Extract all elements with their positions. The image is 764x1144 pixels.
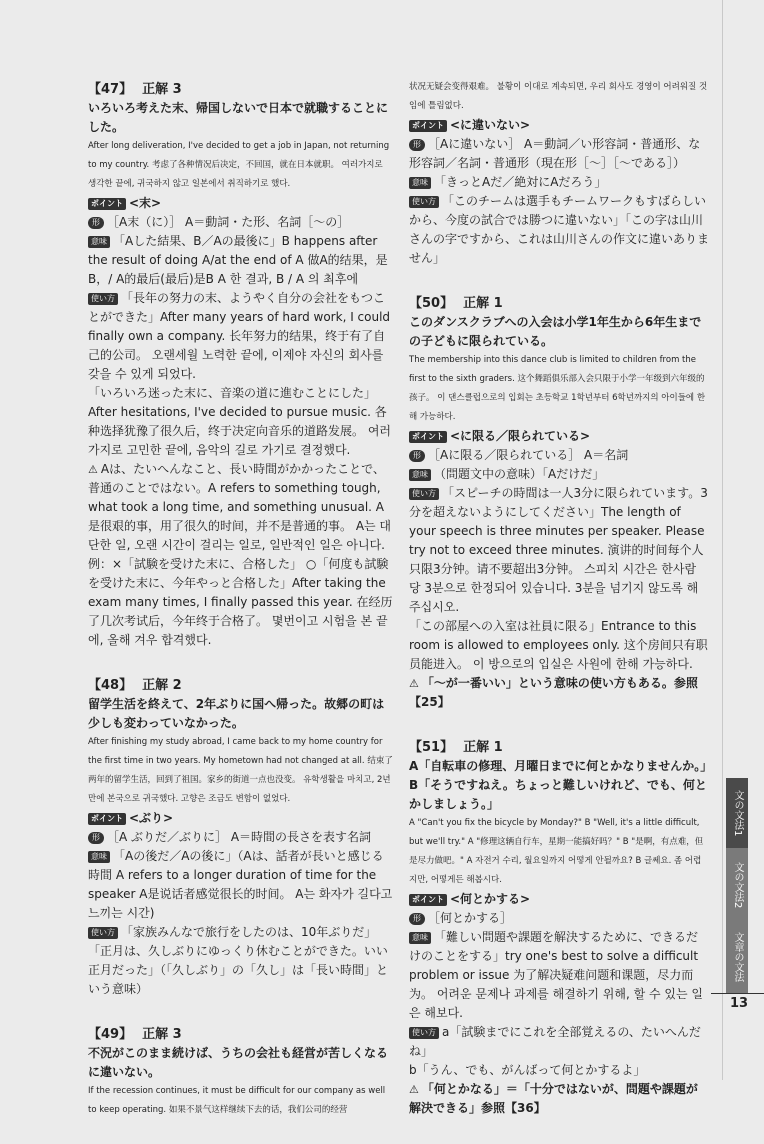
meaning-badge: 意味 — [409, 469, 431, 481]
form-badge: 形 — [409, 450, 425, 462]
entry-50 — [409, 292, 709, 712]
meaning-text: 「難しい問題や課題を解決するために、できるだけのことをする」try one's best to solve a difficult problem or issue 为了解决疑难问题和课题，尽力而为。 어려운 문제나 과제를 해결하기 위해, 할 수 있는 일은 해보다. — [409, 930, 703, 1020]
point-badge: ポイント — [88, 813, 126, 825]
meaning-badge: 意味 — [88, 236, 110, 248]
chapter-index-tabs — [726, 778, 748, 993]
usage-badge: 使い方 — [409, 1027, 439, 1039]
example-text: 例：×「試験を受けた末に、合格した」 ○「何度も試験を受けた末に、今年やっと合格した」After taking the exam many times, I finally passed this year. 在经历了几次考试后，今年终于合格了。 몇번이고 시험을 본 끝에, 올해 겨우 합격했다. — [88, 557, 393, 647]
dialogue-line-a: A「自転車の修理、月曜日までに何とかなりませんか。」 — [409, 759, 713, 773]
entry-number: 【48】 — [88, 678, 133, 693]
grammar-point: <に限る／限られている> — [450, 429, 591, 443]
page-number: 13 — [730, 996, 749, 1011]
usage-example: 「スピーチの時間は一人3分に限られています。3分を超えないようにしてください」The length of your speech is three minutes per speaker. Please try not to exceed three minutes. 演讲的时间每个人只限3分钟。请不要超出3分钟。 스피치 시간은 한사람 당 3분으로 한정되어 있습니다. 3분을 넘기지 않도록 해주십시오. — [409, 486, 708, 614]
usage-example: 「長年の努力の末、ようやく自分の会社をもつことができた」After many years of hard work, I could finally own a company. 长年努力的结果，终于有了自己的公司。 오랜세월 노력한 끝에, 이제야 자신의 회사를 갖을 수 있게 되었다. — [88, 291, 391, 381]
translation: The membership into this dance club is limited to children from the first to the sixth graders. 这个舞蹈俱乐部入会只限于小学一年级到六年级的孩子。 이 댄스클럽으로의 입회는 초등학교 1학년부터 6학년까지의 아이들에 한해 가능하다. — [409, 355, 706, 422]
entry-number: 【50】 — [409, 296, 454, 311]
translation: A "Can't you fix the bicycle by Monday?" B "Well, it's a little difficult, but we'll try." A "修理这辆自行车，星期一能搞好吗？" B "是啊，有点难，但是尽力做吧。" A 자전거 수리, 월요일까지 어떻게 안될까요? B 글쎄요. 좀 어렵지만, 어떻게든 해봅시다. — [409, 818, 704, 885]
point-badge: ポイント — [409, 894, 447, 906]
question-sentence: 不況がこのまま続けば、うちの会社も経営が苦しくなるに違いない。 — [88, 1046, 389, 1079]
translation-continued: 状况无疑会变得艰难。 불황이 이대로 계속되면, 우리 회사도 경영이 어려워질 것임에 틀림없다. — [409, 82, 708, 111]
note-text: 「～が一番いい」という意味の使い方もある。参照【25】 — [409, 676, 698, 709]
tab-grammar-2: 文の文法2 — [732, 861, 743, 909]
correct-answer: 正解 2 — [142, 678, 182, 693]
meaning-text: （問題文中の意味）「Aだけだ」 — [434, 467, 605, 481]
question-sentence: 留学生活を終えて、2年ぶりに国へ帰った。故郷の町は少しも変わっていなかった。 — [88, 697, 385, 730]
translation: After finishing my study abroad, I came back to my home country for the first time in two years. My hometown had not changed at all. 结束了两年的留学生活，回到了祖国。家乡的街道一点也没变。 유학생활을 마치고, 2년만에 본국으로 귀국했다. 고향은 조금도 변함이 없었다. — [88, 737, 393, 804]
point-badge: ポイント — [88, 198, 126, 210]
form-text: ［Aに違いない］ A＝動詞／い形容詞・普通形、な形容詞／名詞・普通形（現在形［～］［～である］） — [409, 137, 701, 170]
usage-badge: 使い方 — [88, 293, 118, 305]
entry-number: 【51】 — [409, 740, 454, 755]
meaning-badge: 意味 — [409, 177, 431, 189]
page-edge-line — [722, 0, 723, 1080]
tab-text-grammar: 文章の文法 — [732, 932, 743, 982]
entry-51 — [409, 736, 713, 1118]
usage-example: 「家族みんなで旅行をしたのは、10年ぶりだ」「正月は、久しぶりにゆっくり休むことができた。いい正月だった」（「久しぶり」の「久し」は「長い時間」という意味） — [88, 925, 389, 996]
meaning-text: 「Aした結果、B／Aの最後に」B happens after the result of doing A/at the end of A 做A的结果，是B，/ A的最后(最后)是B A 한 결과, B / A 의 최후에 — [88, 234, 388, 286]
point-badge: ポイント — [409, 120, 447, 132]
dialogue-line-b: B「そうですねえ。ちょっと難しいけれど、でも、何とかしましょう。」 — [409, 778, 707, 811]
correct-answer: 正解 3 — [142, 82, 182, 97]
tab-grammar-1: 文の文法1 — [726, 778, 748, 848]
form-badge: 形 — [409, 139, 425, 151]
warning-icon: ⚠ — [409, 1083, 419, 1096]
entry-49 — [88, 1023, 393, 1120]
form-text: ［A末（に）］ A＝動詞・た形、名詞［～の］ — [107, 215, 350, 229]
point-badge: ポイント — [409, 431, 447, 443]
right-column — [409, 78, 713, 1142]
left-column — [88, 78, 393, 1144]
entry-number: 【47】 — [88, 82, 133, 97]
translation: After long deliveration, I've decided to get a job in Japan, not returning to my country. 考虑了各种情况后决定，不回国，就在日本就职。 여러가지로 생각한 끝에, 귀국하지 않고 일본에서 취직하기로 했다. — [88, 141, 390, 189]
note-text: 「何とかなる」＝「十分ではないが、問題や課題が解決できる」参照【36】 — [409, 1082, 698, 1115]
form-badge: 形 — [409, 913, 425, 925]
meaning-badge: 意味 — [409, 932, 431, 944]
page-number-rule — [711, 993, 764, 994]
form-text: ［A ぶりだ／ぶりに］ A＝時間の長さを表す名詞 — [107, 830, 372, 844]
meaning-badge: 意味 — [88, 851, 110, 863]
correct-answer: 正解 1 — [463, 740, 503, 755]
entry-48 — [88, 674, 393, 999]
grammar-point: <ぶり> — [129, 811, 174, 825]
entry-number: 【49】 — [88, 1027, 133, 1042]
question-sentence: いろいろ考えた末、帰国しないで日本で就職することにした。 — [88, 101, 389, 134]
warning-icon: ⚠ — [88, 463, 98, 476]
usage-example: 「このチームは選手もチームワークもすばらしいから、今度の試合では勝つに違いない」「この字は山川さんの字ですから、これは山川さんの作文に違いありません」 — [409, 194, 710, 265]
form-badge: 形 — [88, 217, 104, 229]
grammar-point: <に違いない> — [450, 118, 531, 132]
form-text: ［Aに限る／限られている］ A＝名詞 — [428, 448, 629, 462]
grammar-point: <末> — [129, 196, 162, 210]
meaning-text: 「Aの後だ／Aの後に」（Aは、話者が長いと感じる時間 A refers to a longer duration of time for the speaker A是说话者感觉很长的时间。 A는 화자가 길다고 느끼는 시간) — [88, 849, 393, 920]
usage-example: b「うん、でも、がんばって何とかするよ」 — [409, 1063, 646, 1077]
form-text: ［何とかする］ — [428, 911, 513, 925]
question-sentence: このダンスクラブへの入会は小学1年生から6年生までの子どもに限られている。 — [409, 315, 702, 348]
warning-icon: ⚠ — [409, 677, 419, 690]
correct-answer: 正解 1 — [463, 296, 503, 311]
entry-49-continued — [409, 78, 709, 268]
meaning-text: 「きっとAだ／絶対にAだろう」 — [434, 175, 607, 189]
usage-example: a「試験までにこれを全部覚えるの、たいへんだね」 — [409, 1025, 701, 1058]
usage-badge: 使い方 — [88, 927, 118, 939]
form-badge: 形 — [88, 832, 104, 844]
note-text: Aは、たいへんなこと、長い時間がかかったことで、普通のことではない。A refers to something tough, what took a long time, and something unusual. A是很艰的事，用了很久的时间，并不是普通的事。 A는 대단한 일, 오랜 시간이 걸리는 일로, 일반적인 일은 아니다. — [88, 462, 392, 552]
entry-47 — [88, 78, 393, 650]
usage-example: 「この部屋への入室は社員に限る」Entrance to this room is allowed to employees only. 这个房间只有职员能进入。 이 방으로의 입실은 사원에 한해 가능하다. — [409, 619, 708, 671]
usage-badge: 使い方 — [409, 488, 439, 500]
grammar-point: <何とかする> — [450, 892, 531, 906]
correct-answer: 正解 3 — [142, 1027, 182, 1042]
usage-badge: 使い方 — [409, 196, 439, 208]
translation: If the recession continues, it must be difficult for our company as well to keep operating. 如果不景气这样继续下去的话，我们公司的经营 — [88, 1086, 386, 1115]
usage-example: 「いろいろ迷った末に、音楽の道に進むことにした」After hesitations, I've decided to pursue music. 各种选择犹豫了很久后，终于决定向音乐的道路发展。 여러가지로 고민한 끝에, 음악의 길로 가기로 결정했다. — [88, 386, 392, 457]
